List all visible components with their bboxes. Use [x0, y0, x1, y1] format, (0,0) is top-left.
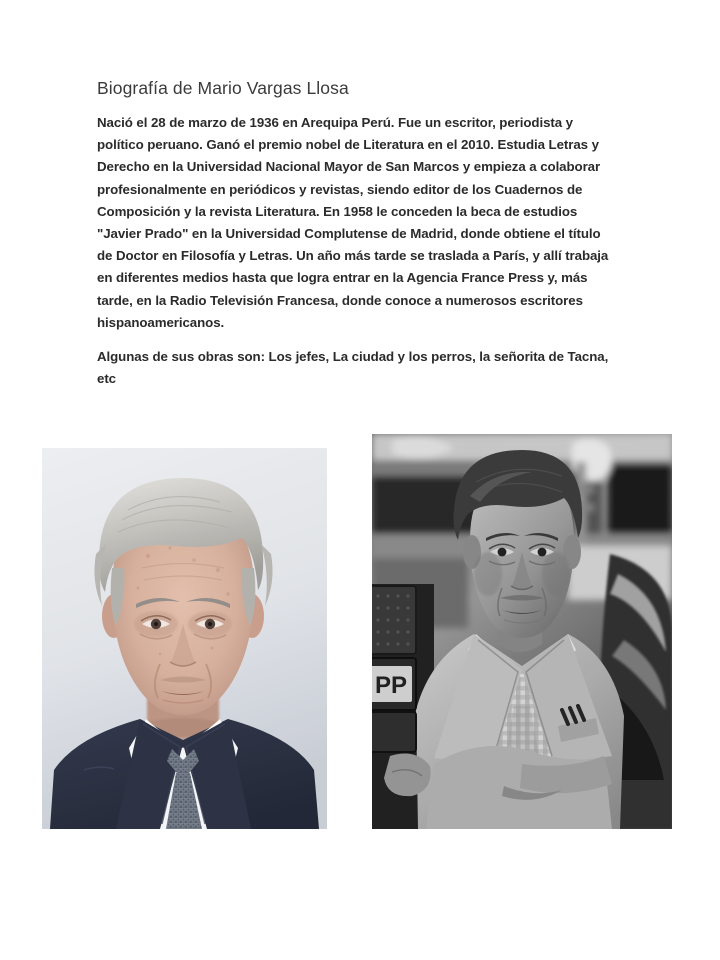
portrait-photo-bw: [372, 434, 672, 829]
equipment-label: PP: [374, 672, 408, 699]
paragraph-1: Nació el 28 de marzo de 1936 en Arequipa Perú. Fue un escritor, periodista y político peruano. Ganó el premio nobel de Literatura en el 2010. Estudia Letras y Derecho en la Universidad Nacional Mayor de San Marcos y empieza a colaborar profesionalmente en periódicos y revistas, siendo editor de los Cuadernos de Composición y la revista Literatura. En 1958 le conceden la beca de estudios "Javier Prado" en la Universidad Complutense de Madrid, donde obtiene el título de Doctor en Filosofía y Letras. Un año más tarde se traslada a París, y allí trabaja en diferentes medios hasta que logra entrar en la Agencia France Press y, más tarde, en la Radio Televisión Francesa, donde conoce a numerosos escritores hispanoamericanos.: [97, 115, 609, 330]
page-title: Biografía de Mario Vargas Llosa: [97, 78, 349, 98]
paragraph-2: Algunas de sus obras son: Los jefes, La ciudad y los perros, la señorita de Tacna, etc: [97, 349, 609, 387]
portrait-photo-color: [42, 448, 327, 829]
biography-body: [97, 112, 616, 390]
portrait-photo-bw-graphic: [372, 434, 672, 829]
portrait-photo-color-graphic: [42, 448, 327, 829]
